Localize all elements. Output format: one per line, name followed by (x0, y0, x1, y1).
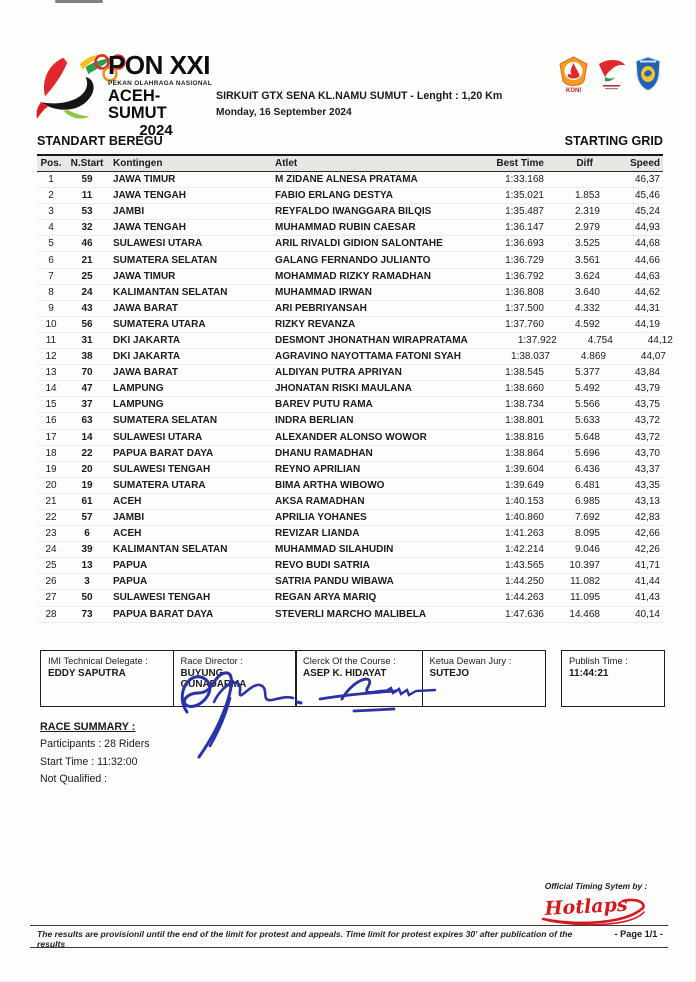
table-row (37, 510, 663, 526)
cell-kontingen: ACEH (113, 528, 142, 540)
cell-atlet: REGAN ARYA MARIQ (275, 592, 377, 604)
timing-system-label: Official Timing Sytem by : (544, 881, 648, 891)
cell-best-time: 1:39.604 (505, 463, 544, 475)
svg-text:KONI: KONI (566, 88, 581, 94)
cell-atlet: INDRA BERLIAN (275, 415, 354, 427)
official-role: Ketua Dewan Jury : (429, 655, 512, 666)
cell-best-time: 1:40.860 (505, 512, 544, 524)
cell-diff: 10.397 (569, 560, 600, 572)
cell-speed: 44,66 (634, 254, 660, 266)
cell-speed: 44,63 (634, 270, 660, 282)
cell-atlet: DHANU RAMADHAN (275, 447, 373, 459)
cell-best-time: 1:44.250 (505, 576, 544, 588)
cell-speed: 41,71 (634, 560, 660, 572)
officials-boxes (40, 650, 546, 707)
cell-nstart: 46 (81, 238, 93, 250)
table-row (37, 349, 666, 365)
cell-best-time: 1:43.565 (505, 560, 544, 572)
cell-pos: 1 (48, 174, 54, 186)
cell-pos: 6 (48, 254, 54, 266)
cell-diff: 6.481 (574, 479, 600, 491)
cell-kontingen: JAWA TENGAH (113, 190, 186, 202)
cell-speed: 46,37 (634, 174, 660, 186)
cell-diff: 1.853 (574, 190, 600, 202)
cell-best-time: 1:35.021 (505, 190, 544, 202)
cell-best-time: 1:36.147 (505, 222, 544, 234)
cell-nstart: 61 (81, 495, 93, 507)
col-header-atlet: Atlet (275, 158, 298, 169)
cell-speed: 43,75 (634, 399, 660, 411)
table-row (37, 397, 663, 413)
cell-nstart: 39 (81, 544, 93, 556)
cell-speed: 43,79 (634, 383, 660, 395)
cell-nstart: 6 (84, 528, 90, 540)
official-name: ASEP K. HIDAYAT (303, 668, 387, 679)
cell-kontingen: ACEH (113, 495, 142, 507)
cell-diff: 9.046 (574, 544, 600, 556)
cell-nstart: 70 (81, 367, 93, 379)
cell-atlet: SATRIA PANDU WIBAWA (275, 576, 394, 588)
cell-best-time: 1:38.816 (505, 431, 544, 443)
sheet-type-title: STARTING GRID (564, 134, 663, 148)
cell-speed: 43,84 (634, 367, 660, 379)
col-header-diff: Diff (576, 158, 593, 169)
table-row (37, 285, 663, 301)
cell-best-time: 1:44.263 (505, 592, 544, 604)
cell-pos: 2 (48, 190, 54, 202)
official-box-technical-delegate (40, 650, 174, 707)
cell-diff: 3.624 (574, 270, 600, 282)
cell-speed: 44,19 (634, 318, 660, 330)
cell-atlet: ALDIYAN PUTRA APRIYAN (275, 367, 402, 379)
cell-diff: 5.633 (574, 415, 600, 427)
cell-pos: 26 (45, 576, 57, 588)
cell-atlet: MOHAMMAD RIZKY RAMADHAN (275, 270, 431, 282)
cell-kontingen: SUMATERA SELATAN (113, 415, 218, 427)
cell-speed: 44,93 (634, 222, 660, 234)
cell-nstart: 24 (81, 286, 93, 298)
cell-atlet: REVIZAR LIANDA (275, 528, 360, 540)
publish-time-value: 11:44:21 (569, 668, 609, 679)
cell-atlet: AKSA RAMADHAN (275, 495, 365, 507)
cell-best-time: 1:36.693 (505, 238, 544, 250)
cell-kontingen: DKI JAKARTA (113, 351, 181, 363)
table-row (37, 301, 663, 317)
table-row (37, 462, 663, 478)
cell-nstart: 25 (81, 270, 93, 282)
official-name: BUYUNG GUNADARMA (180, 668, 247, 690)
cell-kontingen: KALIMANTAN SELATAN (113, 286, 228, 298)
cell-nstart: 57 (81, 512, 93, 524)
cell-best-time: 1:38.037 (511, 351, 550, 363)
cell-diff: 4.592 (574, 318, 600, 330)
cell-nstart: 38 (81, 351, 93, 363)
cell-speed: 43,37 (634, 463, 660, 475)
cell-atlet: BIMA ARTHA WIBOWO (275, 479, 385, 491)
cell-pos: 11 (45, 334, 57, 346)
cell-pos: 8 (48, 286, 54, 298)
cell-speed: 42,83 (634, 512, 660, 524)
cell-atlet: REYFALDO IWANGGARA BILQIS (275, 206, 432, 218)
table-header-row (37, 154, 663, 172)
cell-kontingen: JAWA TENGAH (113, 222, 186, 234)
cell-best-time: 1:40.153 (505, 495, 544, 507)
cell-nstart: 32 (81, 222, 93, 234)
cell-best-time: 1:38.734 (505, 399, 544, 411)
cell-speed: 40,14 (634, 608, 660, 620)
cell-diff: 2.979 (574, 222, 600, 234)
timing-system-block (526, 881, 666, 930)
cell-atlet: RIZKY REVANZA (275, 318, 356, 330)
footer-divider-top (30, 925, 668, 926)
cell-diff: 14.468 (569, 608, 600, 620)
cell-kontingen: SUMATERA UTARA (113, 479, 206, 491)
sumut-shield-logo-icon (634, 56, 662, 92)
official-name: SUTEJO (429, 668, 470, 679)
cell-pos: 14 (45, 383, 57, 395)
cell-atlet: ALEXANDER ALONSO WOWOR (275, 431, 427, 443)
cell-diff: 3.525 (574, 238, 600, 250)
cell-nstart: 20 (81, 463, 93, 475)
table-row (37, 236, 663, 252)
cell-speed: 44,07 (640, 351, 666, 363)
cell-pos: 10 (45, 318, 57, 330)
cell-atlet: GALANG FERNANDO JULIANTO (275, 254, 431, 266)
cell-pos: 5 (48, 238, 54, 250)
table-row (37, 413, 663, 429)
cell-atlet: M ZIDANE ALNESA PRATAMA (275, 174, 418, 186)
cell-kontingen: PAPUA BARAT DAYA (113, 608, 214, 620)
cell-atlet: STEVERLI MARCHO MALIBELA (275, 608, 427, 620)
cell-diff: 7.692 (574, 512, 600, 524)
cell-kontingen: DKI JAKARTA (113, 334, 181, 346)
cell-kontingen: JAWA BARAT (113, 367, 178, 379)
cell-kontingen: JAWA TIMUR (113, 270, 176, 282)
cell-nstart: 47 (81, 383, 93, 395)
cell-diff: 11.082 (570, 576, 600, 588)
cell-speed: 42,66 (634, 528, 660, 540)
scan-artifact (55, 0, 103, 3)
cell-pos: 18 (45, 447, 57, 459)
table-row (37, 430, 663, 446)
cell-nstart: 37 (81, 399, 93, 411)
official-role: IMI Technical Delegate : (48, 655, 148, 666)
cell-atlet: REYNO APRILIAN (275, 463, 361, 475)
cell-diff: 5.566 (574, 399, 600, 411)
table-row (37, 252, 663, 268)
table-row (37, 269, 663, 285)
cell-kontingen: JAMBI (113, 512, 145, 524)
cell-nstart: 59 (81, 174, 93, 186)
race-summary-not-qualified: Not Qualified : (40, 772, 108, 785)
cell-atlet: ARIL RIVALDI GIDION SALONTAHE (275, 238, 443, 250)
cell-diff: 3.640 (574, 286, 600, 298)
cell-kontingen: PAPUA (113, 576, 148, 588)
pon-small-logo-icon (596, 56, 627, 94)
publish-time-box (561, 650, 665, 707)
table-row (37, 526, 663, 542)
pon-year: 2024 (139, 122, 173, 140)
cell-best-time: 1:47.636 (505, 608, 544, 620)
table-row (37, 574, 663, 590)
cell-diff: 4.754 (587, 334, 613, 346)
cell-pos: 7 (48, 270, 54, 282)
official-box-race-director (173, 650, 297, 707)
cell-best-time: 1:38.545 (505, 367, 544, 379)
cell-kontingen: KALIMANTAN SELATAN (113, 544, 228, 556)
cell-diff: 2.319 (574, 206, 600, 218)
cell-atlet: MUHAMMAD IRWAN (275, 286, 373, 298)
cell-pos: 20 (45, 479, 57, 491)
col-header-pos: Pos. (40, 158, 62, 169)
cell-best-time: 1:38.864 (505, 447, 544, 459)
cell-nstart: 43 (81, 302, 93, 314)
table-row (37, 188, 663, 204)
table-row (37, 478, 663, 494)
table-row (37, 446, 663, 462)
race-summary-title: RACE SUMMARY : (40, 721, 136, 733)
cell-speed: 43,72 (634, 431, 660, 443)
cell-nstart: 63 (81, 415, 93, 427)
table-body (37, 172, 673, 623)
cell-speed: 41,44 (634, 576, 660, 588)
cell-speed: 43,13 (634, 495, 660, 507)
cell-pos: 21 (45, 495, 57, 507)
cell-best-time: 1:36.729 (505, 254, 544, 266)
cell-best-time: 1:39.649 (505, 479, 544, 491)
cell-speed: 44,68 (634, 238, 660, 250)
col-header-speed: Speed (629, 158, 660, 169)
cell-speed: 45,24 (634, 206, 660, 218)
cell-pos: 24 (45, 544, 57, 556)
cell-pos: 3 (48, 206, 54, 218)
cell-atlet: REVO BUDI SATRIA (275, 560, 370, 572)
cell-best-time: 1:36.792 (505, 270, 544, 282)
pon-title: PON XXI (108, 50, 210, 80)
table-row (37, 607, 663, 623)
cell-pos: 28 (45, 608, 57, 620)
koni-logo-icon (558, 56, 589, 94)
cell-kontingen: JAWA BARAT (113, 302, 178, 314)
cell-diff: 5.492 (574, 383, 600, 395)
race-summary-participants: Participants : 28 Riders (40, 738, 150, 751)
cell-nstart: 13 (81, 560, 93, 572)
table-row (37, 220, 663, 236)
cell-best-time: 1:35.487 (505, 206, 544, 218)
category-title: STANDART BEREGU (37, 134, 163, 148)
col-header-nstart: N.Start (70, 158, 104, 169)
cell-kontingen: JAWA TIMUR (113, 174, 176, 186)
table-row (37, 590, 663, 606)
table-row (37, 333, 673, 349)
cell-diff: 3.561 (574, 254, 600, 266)
cell-speed: 45,46 (634, 190, 660, 202)
cell-atlet: APRILIA YOHANES (275, 512, 367, 524)
cell-diff: 6.436 (574, 463, 600, 475)
event-info (216, 90, 502, 118)
cell-kontingen: SULAWESI UTARA (113, 431, 203, 443)
cell-best-time: 1:41.263 (505, 528, 544, 540)
cell-diff: 5.377 (574, 367, 600, 379)
cell-pos: 27 (45, 592, 57, 604)
cell-nstart: 3 (84, 576, 90, 588)
footer-divider-bottom (30, 947, 668, 948)
cell-pos: 13 (45, 367, 57, 379)
table-row (37, 204, 663, 220)
cell-nstart: 53 (81, 206, 93, 218)
cell-kontingen: LAMPUNG (113, 383, 164, 395)
cell-kontingen: PAPUA (113, 560, 148, 572)
official-name: EDDY SAPUTRA (48, 668, 126, 679)
cell-best-time: 1:38.660 (505, 383, 544, 395)
cell-kontingen: JAMBI (113, 206, 145, 218)
pon-region: ACEH-SUMUT (108, 86, 167, 122)
pon-subtitle: PEKAN OLAHRAGA NASIONAL (108, 79, 213, 87)
cell-kontingen: PAPUA BARAT DAYA (113, 447, 214, 459)
pon-logo-text (108, 50, 213, 140)
circuit-name: SIRKUIT GTX SENA KL.NAMU SUMUT - Lenght : 1,20 Km (216, 90, 503, 102)
cell-kontingen: SULAWESI TENGAH (113, 592, 211, 604)
cell-atlet: FABIO ERLANG DESTYA (275, 190, 393, 202)
cell-best-time: 1:33.168 (505, 174, 544, 186)
cell-speed: 41,43 (634, 592, 660, 604)
official-box-clerk-of-course (295, 650, 423, 707)
cell-diff: 4.869 (580, 351, 606, 363)
cell-kontingen: SULAWESI TENGAH (113, 463, 211, 475)
cell-speed: 42,26 (634, 544, 660, 556)
cell-nstart: 50 (81, 592, 93, 604)
cell-atlet: DESMONT JHONATHAN WIRAPRATAMA (275, 334, 468, 346)
col-header-kontingen: Kontingen (113, 158, 163, 169)
table-row (37, 172, 663, 188)
cell-best-time: 1:37.922 (517, 334, 557, 346)
cell-kontingen: LAMPUNG (113, 399, 164, 411)
cell-atlet: MUHAMMAD SILAHUDIN (275, 544, 394, 556)
race-summary-start-time: Start Time : 11:32:00 (40, 755, 138, 768)
table-row (37, 365, 663, 381)
organization-logos (558, 56, 662, 94)
cell-pos: 9 (48, 302, 54, 314)
cell-diff: 5.696 (574, 447, 600, 459)
cell-kontingen: SULAWESI UTARA (113, 238, 203, 250)
event-date: Monday, 16 September 2024 (216, 107, 352, 118)
cell-speed: 44,31 (634, 302, 660, 314)
official-role: Clerck Of the Course : (303, 655, 396, 666)
cell-atlet: MUHAMMAD RUBIN CAESAR (275, 222, 416, 234)
cell-speed: 43,35 (634, 479, 660, 491)
cell-kontingen: SUMATERA UTARA (113, 318, 206, 330)
cell-nstart: 73 (81, 608, 93, 620)
cell-nstart: 14 (81, 431, 93, 443)
cell-atlet: AGRAVINO NAYOTTAMA FATONI SYAH (275, 351, 461, 363)
cell-speed: 44,12 (647, 334, 673, 346)
hotlaps-logo (537, 893, 655, 925)
cell-speed: 44,62 (634, 286, 660, 298)
starting-grid-table (37, 154, 673, 623)
race-summary (40, 719, 150, 788)
table-row (37, 317, 663, 333)
svg-text:Hotlaps: Hotlaps (544, 893, 629, 920)
official-role: Race Director : (180, 655, 244, 666)
cell-speed: 43,70 (634, 447, 660, 459)
cell-nstart: 31 (81, 334, 93, 346)
cell-best-time: 1:38.801 (505, 415, 544, 427)
cell-diff: 11.095 (570, 592, 600, 604)
table-row (37, 542, 663, 558)
cell-atlet: BAREV PUTU RAMA (275, 399, 373, 411)
page-number: - Page 1/1 - (614, 929, 663, 939)
footer-disclaimer: The results are provisionil until the end of the limit for protest and appeals. Time limit for protest expires 30' after publication of the results (37, 929, 573, 949)
cell-diff: 5.648 (574, 431, 600, 443)
cell-best-time: 1:37.500 (505, 302, 544, 314)
cell-pos: 4 (48, 222, 54, 234)
cell-best-time: 1:36.808 (505, 286, 544, 298)
table-row (37, 381, 663, 397)
cell-pos: 15 (45, 399, 57, 411)
publish-time-label: Publish Time : (569, 655, 628, 666)
cell-pos: 22 (45, 512, 57, 524)
cell-nstart: 21 (81, 254, 93, 266)
cell-pos: 19 (45, 463, 57, 475)
table-row (37, 494, 663, 510)
official-box-jury-chief (422, 650, 546, 707)
cell-pos: 16 (45, 415, 57, 427)
cell-diff: 8.095 (574, 528, 600, 540)
table-row (37, 558, 663, 574)
cell-pos: 23 (45, 528, 57, 540)
section-title-row (37, 134, 663, 148)
cell-nstart: 22 (81, 447, 93, 459)
cell-kontingen: SUMATERA SELATAN (113, 254, 218, 266)
cell-atlet: JHONATAN RISKI MAULANA (275, 383, 412, 395)
cell-pos: 17 (45, 431, 57, 443)
cell-speed: 43,72 (634, 415, 660, 427)
cell-pos: 25 (45, 560, 57, 572)
cell-diff: 4.332 (574, 302, 600, 314)
cell-pos: 12 (45, 351, 57, 363)
cell-nstart: 56 (81, 318, 93, 330)
cell-nstart: 11 (81, 190, 93, 202)
cell-nstart: 19 (81, 479, 93, 491)
cell-best-time: 1:42.214 (505, 544, 544, 556)
col-header-best-time: Best Time (496, 158, 544, 169)
cell-best-time: 1:37.760 (505, 318, 544, 330)
cell-atlet: ARI PEBRIYANSAH (275, 302, 367, 314)
cell-diff: 6.985 (574, 495, 600, 507)
